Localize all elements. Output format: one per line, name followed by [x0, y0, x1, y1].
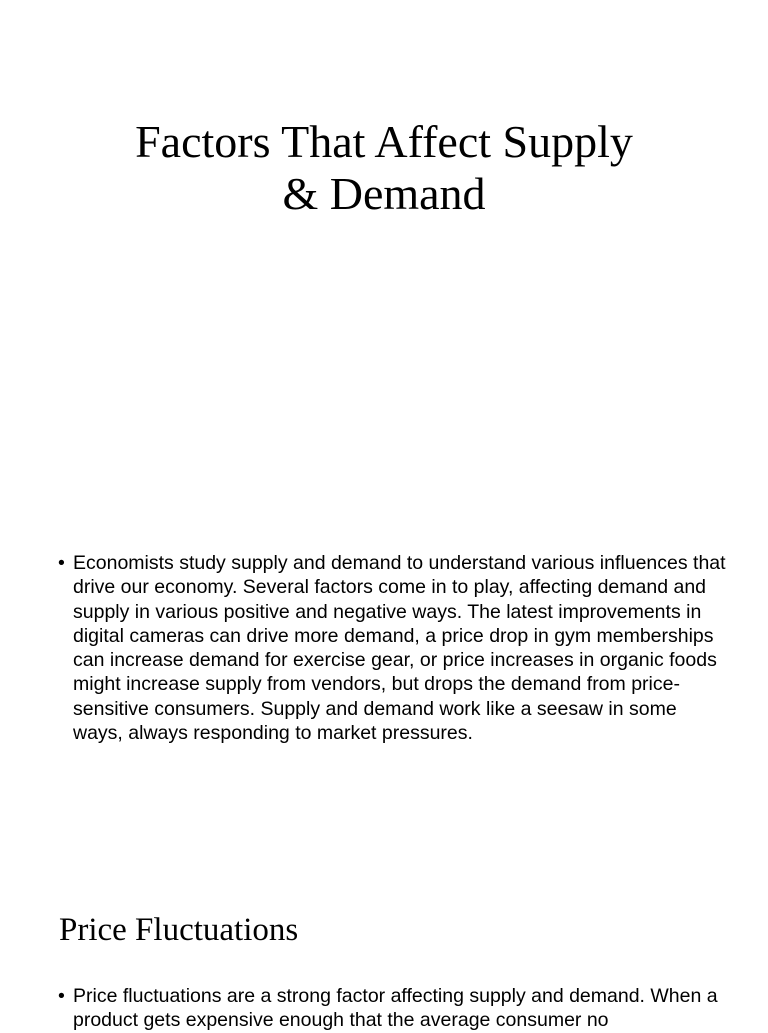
slide-title — [60, 116, 708, 220]
intro-paragraph: Economists study supply and demand to understand various influences that drive our economy. Several factors come in to play, affecting demand and supply in various positive and negative ways. The latest improvements in digital cameras can drive more demand, a price drop in gym memberships can increase demand for exercise gear, or price increases in organic foods might increase supply from vendors, but drops the demand from price-sensitive consumers. Supply and demand work like a seesaw in some ways, always responding to market pressures. — [73, 552, 726, 745]
bullet-icon: • — [58, 985, 65, 1007]
section-bullet — [58, 984, 730, 1033]
slide-title-line-2: & Demand — [282, 168, 486, 219]
intro-bullet — [58, 551, 730, 745]
section-heading: Price Fluctuations — [59, 912, 299, 948]
section-paragraph: Price fluctuations are a strong factor affecting supply and demand. When a product gets expensive enough that the average consumer no — [73, 985, 718, 1032]
bullet-icon: • — [58, 552, 65, 574]
slide-title-line-1: Factors That Affect Supply — [135, 116, 633, 167]
